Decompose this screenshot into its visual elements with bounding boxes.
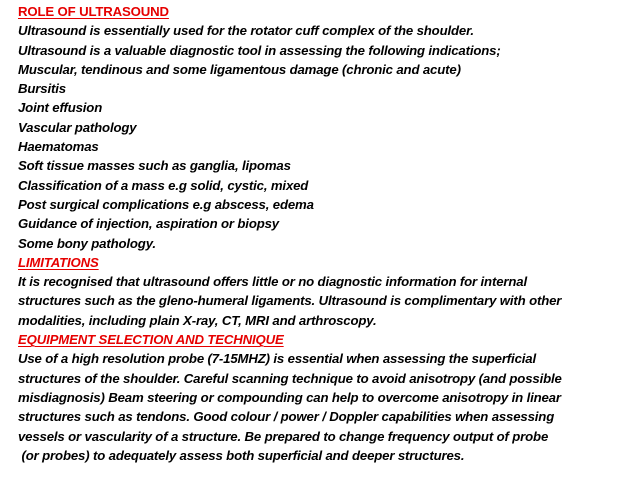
role-line-1: Ultrasound is essentially used for the rotator cuff complex of the shoulder. — [18, 23, 474, 39]
equipment-line-2: structures of the shoulder. Careful scanning technique to avoid anisotropy (and possible — [18, 370, 562, 386]
indication-bony-pathology: Some bony pathology. — [18, 235, 156, 251]
indication-joint-effusion: Joint effusion — [18, 100, 103, 116]
role-line-2: Ultrasound is a valuable diagnostic tool in assessing the following indications; — [18, 42, 501, 58]
indication-soft-tissue-masses: Soft tissue masses such as ganglia, lipomas — [18, 158, 291, 174]
indication-post-surgical: Post surgical complications e.g abscess, edema — [18, 196, 314, 212]
indication-guidance: Guidance of injection, aspiration or biopsy — [18, 216, 279, 232]
equipment-line-3: misdiagnosis) Beam steering or compounding can help to overcome anisotropy in linear — [18, 389, 561, 405]
equipment-line-1: Use of a high resolution probe (7-15MHZ) is essential when assessing the superficial — [18, 351, 536, 367]
section-heading-equipment: EQUIPMENT SELECTION AND TECHNIQUE — [18, 332, 284, 348]
indication-haematomas: Haematomas — [18, 139, 99, 155]
limitations-line-2: structures such as the gleno-humeral ligaments. Ultrasound is complimentary with other — [18, 293, 562, 309]
slide-body — [18, 2, 633, 465]
limitations-line-3: modalities, including plain X-ray, CT, MRI and arthroscopy. — [18, 312, 377, 328]
indication-mass-classification: Classification of a mass e.g solid, cystic, mixed — [18, 177, 309, 193]
equipment-line-6: (or probes) to adequately assess both superficial and deeper structures. — [18, 447, 465, 463]
section-heading-limitations: LIMITATIONS — [18, 254, 99, 270]
equipment-line-4: structures such as tendons. Good colour / power / Doppler capabilities when assessing — [18, 409, 555, 425]
equipment-line-5: vessels or vascularity of a structure. Be prepared to change frequency output of probe — [18, 428, 549, 444]
limitations-line-1: It is recognised that ultrasound offers little or no diagnostic information for internal — [18, 274, 527, 290]
indication-muscular: Muscular, tendinous and some ligamentous damage (chronic and acute) — [18, 61, 461, 77]
indication-bursitis: Bursitis — [18, 81, 66, 97]
section-heading-role: ROLE OF ULTRASOUND — [18, 4, 169, 19]
indication-vascular-pathology: Vascular pathology — [18, 119, 137, 135]
